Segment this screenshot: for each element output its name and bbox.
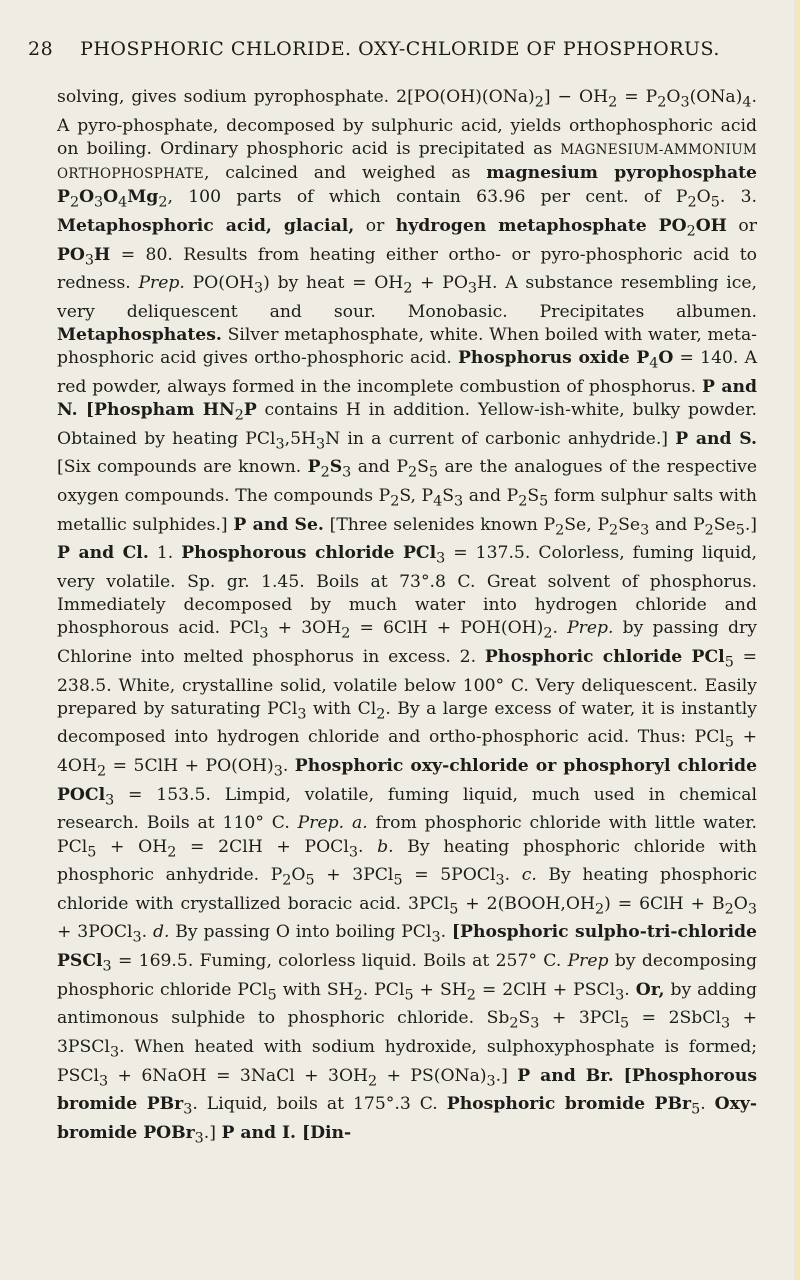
text-run: + 6NaOH = 3NaCl + 3OH (108, 1065, 369, 1086)
text-run: 2 (376, 706, 386, 723)
text-run: 2 (466, 987, 476, 1004)
text-run: by adding antimonous sulphide to phosphoric chloride. Sb (57, 979, 757, 1029)
text-run: = 2ClH + PSCl (475, 979, 616, 1000)
text-run: 5 (404, 987, 414, 1004)
text-run: 2 (167, 844, 177, 860)
text-run: 2 (234, 407, 244, 424)
page-header (28, 38, 772, 60)
text-run: Prep. (138, 273, 185, 294)
text-run: Phosphoric bromide PBr (446, 1094, 692, 1115)
text-run: Phosphoric oxy-chloride or phosphoryl chloride POCl (57, 756, 758, 805)
text-run: Mg (127, 187, 159, 208)
text-run: 2 (158, 194, 168, 211)
text-run: 3 (486, 1073, 496, 1090)
text-run: contains H in addition. Yellow-ish-white, bulky powder. Obtained by heating PCl (57, 400, 757, 449)
text-run: . (440, 922, 452, 943)
text-run: + 4OH (57, 727, 758, 777)
text-run: 3 (720, 1015, 731, 1032)
text-run: S (417, 457, 429, 478)
text-run: or (354, 215, 396, 236)
text-run: = 2SbCl (629, 1008, 721, 1029)
text-run: + 3PCl (539, 1008, 620, 1029)
text-run: or (726, 215, 757, 236)
text-run: 4 (742, 94, 752, 111)
text-run: 2 (518, 493, 528, 510)
text-run: 2 (320, 464, 330, 481)
text-run: 1. (148, 543, 182, 564)
text-run: = P (617, 87, 658, 107)
text-run: Se, P (564, 514, 610, 535)
text-run: Oxy-bromide POBr (57, 1094, 757, 1143)
text-run: + 3PSCl (57, 1008, 757, 1058)
text-run: 3 (273, 763, 283, 780)
text-run: . (357, 836, 378, 857)
text-run: = 5POCl (402, 865, 496, 886)
text-run: S, P (399, 485, 434, 506)
paragraph (57, 86, 757, 1151)
text-run: 3 (297, 706, 307, 723)
text-run: Phosphoric chloride PCl (484, 646, 725, 667)
text-run: + OH (96, 836, 168, 857)
text-run: Metaphosphoric acid, glacial, (57, 215, 355, 236)
text-run: 4 (433, 493, 443, 510)
text-run: d. (152, 922, 170, 943)
text-run: O (666, 87, 681, 107)
text-run: solving, gives sodium pyrophosphate. 2[PO(OH)(ONa) (57, 87, 535, 107)
text-run: = 6ClH + POH(OH) (350, 618, 544, 639)
text-run: 3 (615, 987, 625, 1004)
text-run: 2 (341, 625, 351, 642)
text-run: 3 (680, 94, 690, 111)
text-run: and P (463, 485, 519, 506)
text-run: = 169.5. Fuming, colorless liquid. Boils at 257° C. (111, 951, 568, 972)
text-run: Phosphorus oxide P (457, 348, 650, 369)
text-run: O (291, 865, 306, 886)
text-run: by passing dry Chlorine into melted phosphorus in excess. 2. (57, 618, 757, 667)
text-run: 3 (84, 251, 95, 268)
text-run: P and Br. [Phosphorous bromide PBr (57, 1065, 757, 1115)
text-run: 2 (69, 194, 80, 211)
text-run: Prep. a. (297, 813, 368, 834)
text-run: P and I. [Din- (221, 1122, 352, 1143)
text-run: Or, (635, 979, 665, 1000)
text-run: 5 (449, 901, 459, 918)
text-run: 2 (534, 94, 544, 111)
text-run: magnesium pyrophosphate P (57, 163, 757, 208)
text-run: 2 (555, 522, 565, 539)
text-run: 2 (657, 94, 667, 111)
text-run: 3 (275, 436, 285, 453)
text-run: . A pyro-phosphate, decomposed by sulphuric acid, yields orthophosphoric acid on boiling. Ordinary phosphoric acid is precipitated as (57, 87, 757, 159)
text-run: + 2(BOOH,OH (458, 893, 595, 914)
text-run: 5 (710, 194, 720, 211)
text-run: 3 (194, 1130, 204, 1147)
text-run: 3 (348, 844, 358, 860)
text-run: ] − OH (543, 87, 609, 107)
text-run: 2 (608, 94, 618, 111)
text-run: c. (521, 865, 537, 886)
text-run: 2 (686, 223, 696, 240)
text-run: 3 (431, 929, 441, 946)
text-run: [Phosphoric sulpho-tri-chloride PSCl (57, 922, 757, 972)
text-run: 5 (539, 493, 549, 510)
text-run: + 3PCl (314, 865, 394, 886)
text-run: P and Cl. (57, 543, 149, 564)
text-run: 3 (132, 929, 142, 946)
text-run: 3 (530, 1015, 540, 1032)
text-run: with SH (276, 979, 354, 1000)
text-run: P and S. (675, 428, 757, 449)
text-run: 2 (509, 1015, 519, 1032)
text-run: ) by heat = OH (263, 273, 404, 294)
text-run: . (504, 865, 522, 886)
text-run: 3 (102, 958, 112, 975)
text-run: . (282, 756, 295, 777)
text-run: Silver metaphosphate, white. When boiled with water, meta-phosphoric acid gives ortho-phosphoric acid. (57, 325, 757, 369)
text-run: + SH (413, 979, 467, 1000)
text-run: S (329, 457, 343, 478)
text-run: S (518, 1008, 531, 1029)
text-run: O (658, 348, 674, 369)
text-run: 3 (467, 280, 478, 297)
text-run: and P (351, 457, 409, 478)
text-run: Phosphorous chloride PCl (181, 543, 437, 564)
text-run: = 2ClH + POCl (176, 836, 349, 857)
text-run: are the analogues of the respective oxygen compounds. The compounds P (57, 457, 757, 506)
text-run: 2 (543, 625, 553, 642)
text-run: 2 (408, 464, 418, 481)
text-run: , 100 parts of which contain 63.96 per cent. of P (167, 187, 688, 208)
text-run: 5 (620, 1015, 630, 1032)
text-run: + PS(ONa) (377, 1065, 487, 1086)
text-run: with Cl (306, 698, 377, 719)
text-run: . (141, 922, 153, 943)
text-run: 3 (259, 625, 269, 642)
text-run: 2 (687, 194, 697, 211)
text-run: [Three selenides known P (323, 514, 556, 535)
text-run: 2 (594, 901, 605, 918)
text-run: MAGNESIUM-AMMONIUM ORTHOPHOSPHATE (57, 141, 757, 183)
text-run: = 140. A red powder, always formed in the incomplete combustion of phosphorus. (57, 348, 757, 397)
text-run: Metaphosphates. (57, 325, 222, 346)
text-run: 3 (640, 522, 650, 539)
text-run: . (552, 618, 568, 639)
text-run: , calcined and weighed as (203, 163, 487, 184)
text-run: ) = 6ClH + B (604, 893, 725, 914)
page-edge (794, 0, 800, 1280)
text-run: + PO (412, 273, 468, 294)
text-run: . By a large excess of water, it is instantly decomposed into hydrogen chloride and ortho-phosphoric acid. Thus: PCl (57, 698, 758, 748)
text-run: Se (618, 514, 641, 535)
running-title: PHOSPHORIC CHLORIDE. OXY-CHLORIDE OF PHOSPHORUS. (80, 38, 720, 60)
text-run: P (307, 457, 321, 478)
text-run: O (733, 893, 748, 914)
text-run: . (700, 1094, 715, 1115)
text-run: = 137.5. Colorless, fuming liquid, very volatile. Sp. gr. 1.45. Boils at 73°.8 C. Great solvent of phosphorus. Immediately decomposed by much water into hydrogen chloride and phosphorous acid. PCl (57, 543, 757, 639)
text-run: 4 (649, 355, 659, 372)
text-run: = 80. Results from heating either ortho- or pyro-phosphoric acid to redness. (57, 244, 757, 294)
text-run: [Six compounds are known. (57, 457, 308, 478)
text-run: b. (377, 836, 394, 857)
text-run: S (442, 485, 455, 506)
text-run: . (624, 979, 636, 1000)
text-run: 3 (436, 550, 446, 567)
text-run: 5 (87, 844, 97, 860)
text-run: 3 (94, 194, 104, 211)
text-run: . PCl (362, 979, 405, 1000)
text-run: . When heated with sodium hydroxide, sulphoxyphosphate is formed; PSCl (57, 1037, 757, 1086)
text-run: .] (203, 1122, 222, 1143)
text-run: by decomposing phosphoric chloride PCl (57, 951, 758, 1000)
text-run: By passing O into boiling PCl (169, 922, 432, 943)
text-run: 2 (353, 987, 363, 1004)
text-run: By heating phosphoric chloride with phosphoric anhydride. P (57, 836, 757, 886)
text-run: P and Se. (233, 514, 324, 535)
text-run: S (527, 485, 540, 506)
text-run: OH (695, 215, 727, 236)
text-run: O (79, 187, 95, 208)
text-run: P (243, 400, 257, 421)
body-text (57, 86, 757, 1151)
text-run: 2 (97, 763, 107, 780)
text-run: 5 (691, 1101, 701, 1118)
text-run: 4 (118, 194, 128, 211)
text-run: hydrogen metaphosphate PO (395, 215, 687, 236)
text-run: 3 (747, 901, 757, 918)
text-run: + 3OH (268, 618, 342, 639)
text-run: O (696, 187, 711, 208)
text-run: 5 (267, 987, 277, 1004)
text-run: + 3POCl (57, 922, 133, 943)
text-run: PO(OH (184, 273, 255, 294)
text-run: O (103, 187, 119, 208)
text-run: from phosphoric chloride with little water. PCl (57, 813, 757, 857)
text-run: 5 (393, 872, 403, 889)
text-run: PO (57, 244, 85, 265)
text-run: 3 (183, 1101, 193, 1118)
text-run: 3 (105, 792, 115, 809)
text-run: 2 (704, 522, 714, 539)
text-run: Prep. (567, 618, 614, 639)
text-run: 5 (735, 522, 745, 539)
text-run: 2 (282, 872, 292, 889)
text-run: 2 (390, 493, 400, 510)
text-run: .] (495, 1065, 518, 1086)
text-run: By heating phosphoric chloride with crystallized boracic acid. 3PCl (57, 865, 757, 914)
text-run: 3 (316, 436, 326, 453)
text-run: 2 (368, 1073, 378, 1090)
text-run: = 153.5. Limpid, volatile, fuming liquid, much used in chemical research. Boils at 110° C. (57, 784, 757, 834)
text-run: 3 (454, 493, 464, 510)
text-run: P and N. [Phospham HN (57, 376, 758, 421)
text-run: . Liquid, boils at 175°.3 C. (192, 1094, 447, 1115)
text-run: N in a current of carbonic anhydride.] (325, 428, 676, 449)
text-run: 3 (342, 464, 352, 481)
text-run: 5 (724, 654, 734, 671)
text-run: = 238.5. White, crystalline solid, volatile below 100° C. Very deliquescent. Easily prepared by saturating PCl (57, 646, 757, 719)
text-run: 2 (403, 280, 413, 297)
text-run: . 3. (719, 187, 757, 208)
text-run: 5 (428, 464, 439, 481)
text-run: 2 (724, 901, 734, 918)
text-run: Se (713, 514, 736, 535)
text-run: 3 (495, 872, 505, 889)
text-run: .] (744, 514, 758, 535)
page-number: 28 (28, 38, 54, 60)
text-run: and P (649, 514, 705, 535)
text-run: 2 (609, 522, 619, 539)
text-run: form sulphur salts with metallic sulphides.] (57, 485, 757, 535)
text-run: (ONa) (689, 87, 743, 107)
text-run: 5 (724, 734, 734, 751)
text-run: 3 (99, 1073, 109, 1090)
text-run: Prep (567, 951, 609, 972)
text-run: H. A substance resembling ice, very deliquescent and sour. Monobasic. Precipitates albumen. (57, 273, 757, 322)
text-run: 3 (109, 1044, 120, 1061)
text-run: 3 (254, 280, 264, 297)
text-run: 5 (305, 872, 315, 889)
text-run: = 5ClH + PO(OH) (106, 756, 274, 777)
text-run: ,5H (284, 428, 317, 449)
text-run: H (94, 244, 111, 265)
